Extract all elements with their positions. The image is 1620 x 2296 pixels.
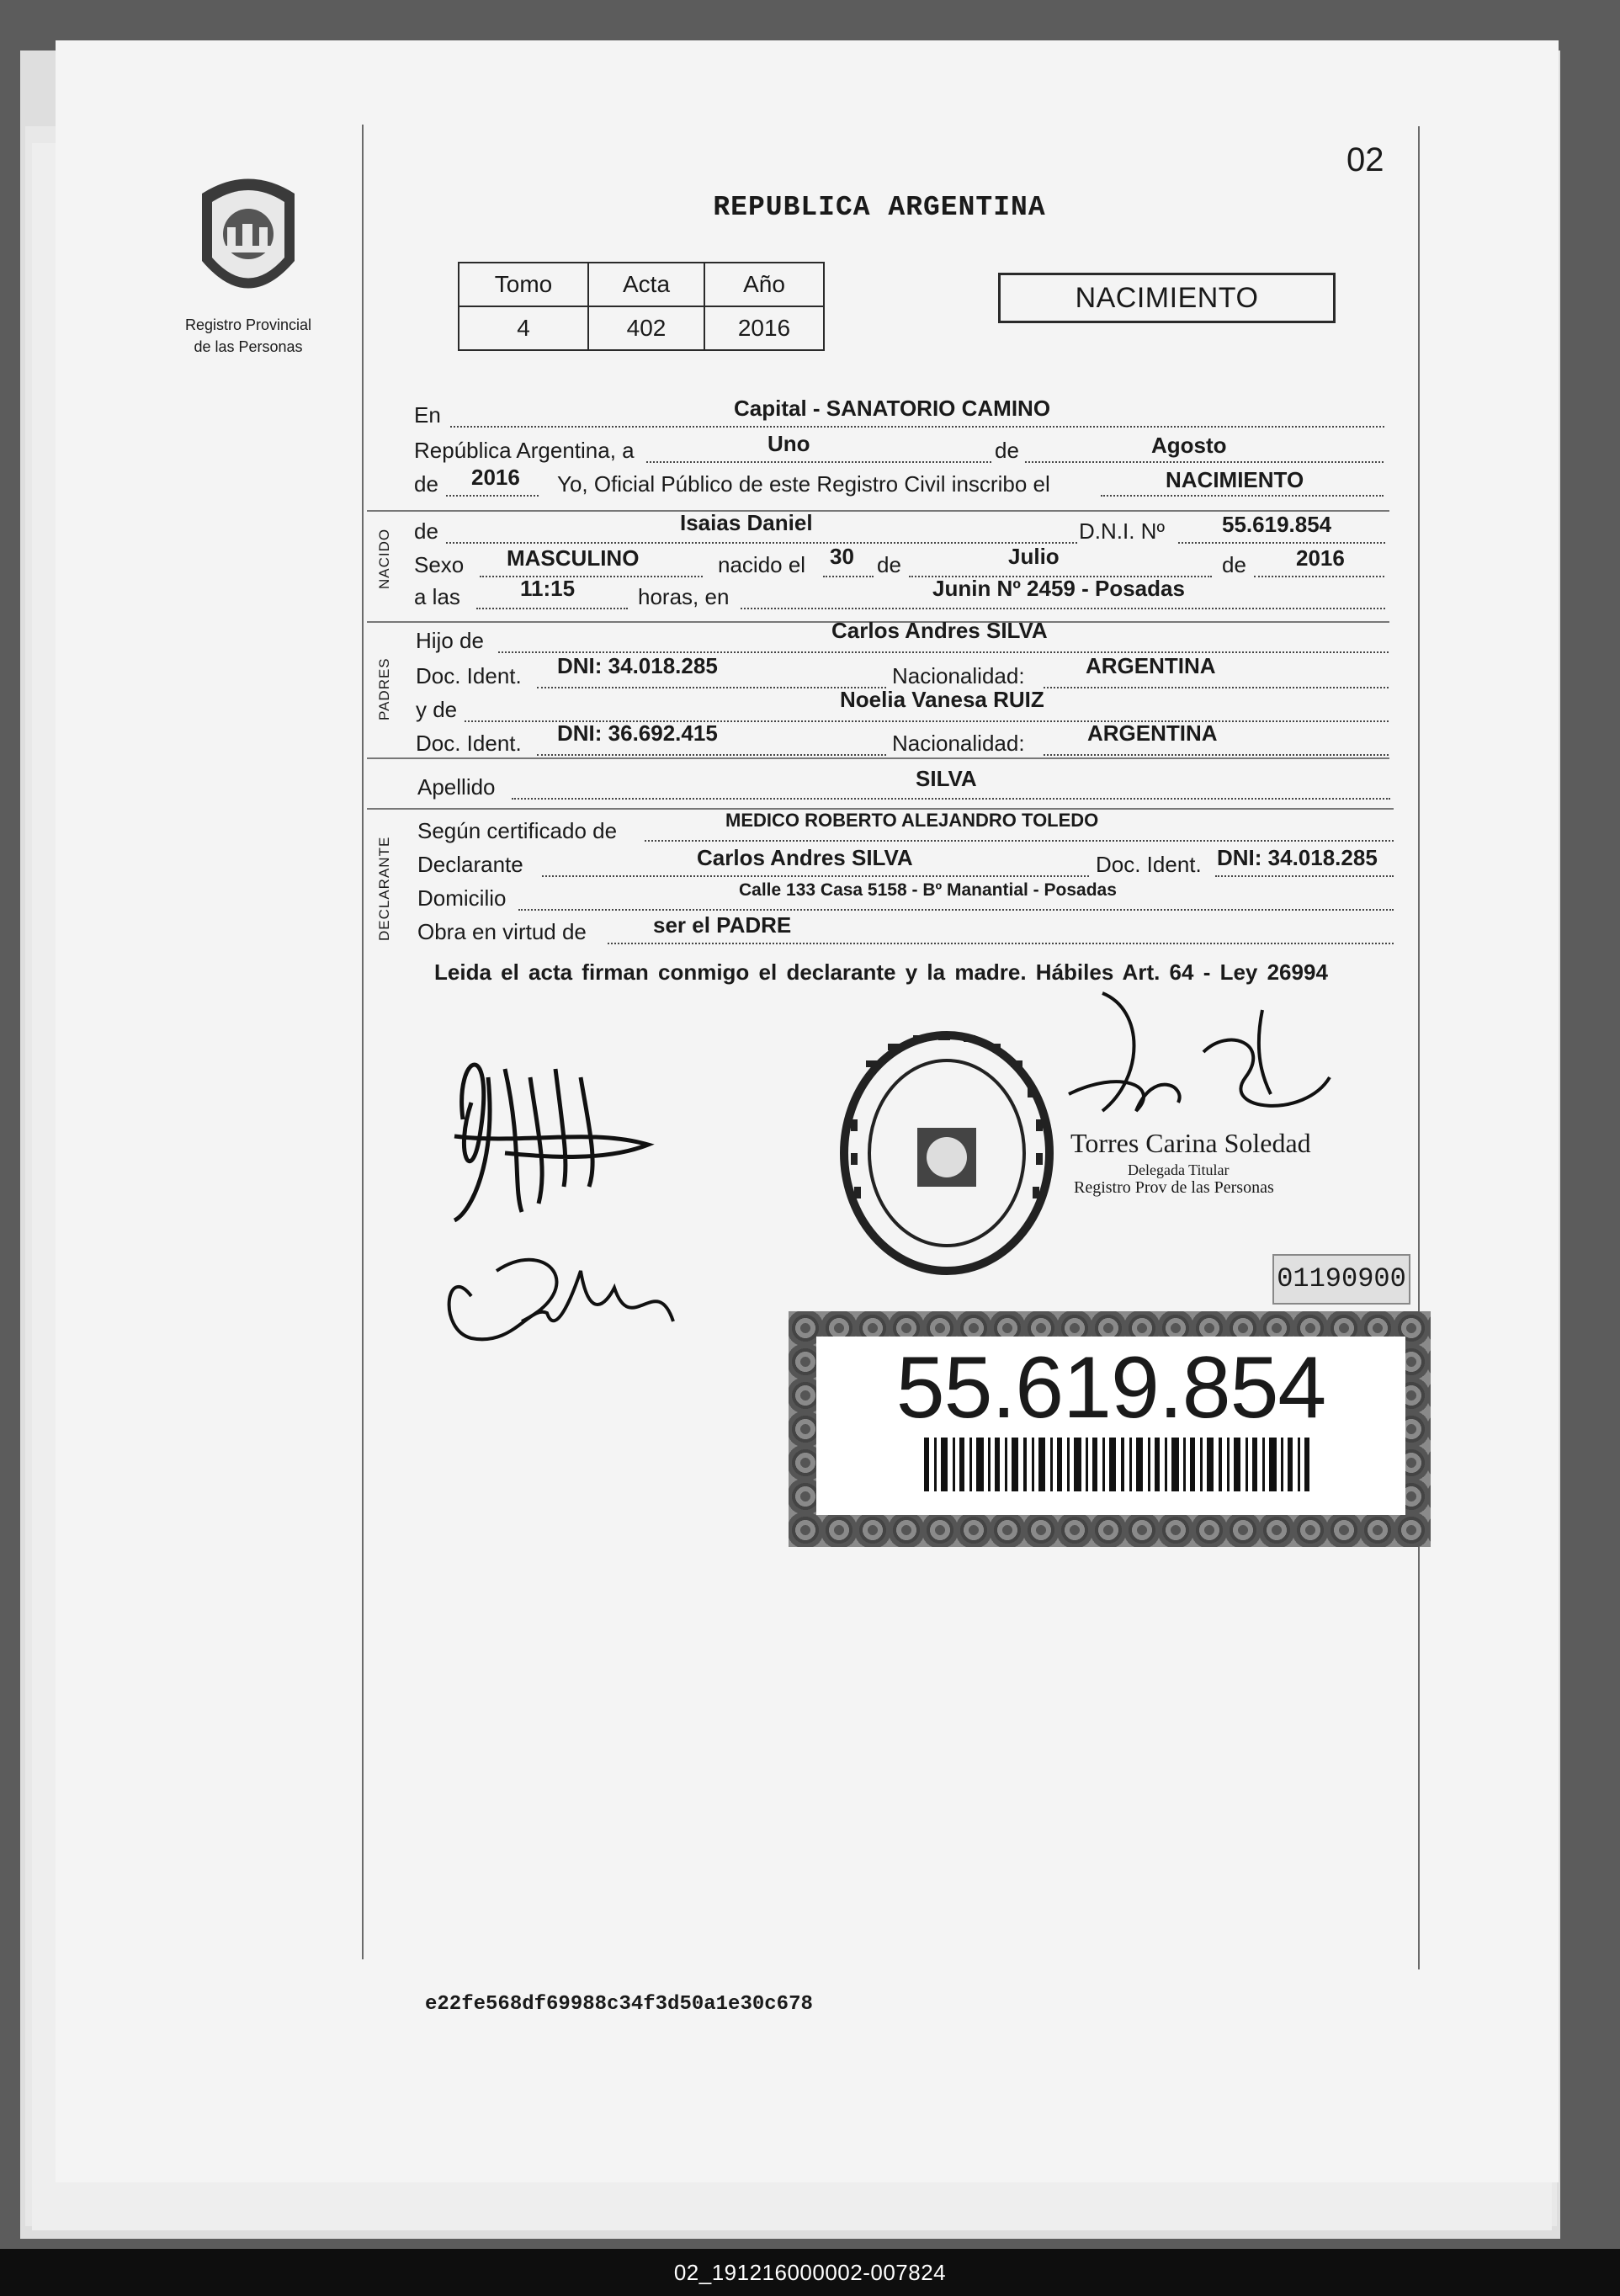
value-madre: Noelia Vanesa RUIZ [840,687,1044,712]
logo-caption-2: de las Personas [194,338,303,355]
dotted-line [537,754,886,756]
scan-id-text: 02_191216000002-007824 [673,2259,947,2285]
dotted-line [1044,754,1389,756]
value-obra: ser el PADRE [653,912,792,938]
value-nac-anio: 2016 [1296,545,1345,571]
table-value-anio: 2016 [704,306,824,350]
dotted-line [1215,875,1394,877]
value-dni: 55.619.854 [1222,512,1332,537]
declarant-signature [421,1018,724,1414]
dotted-line [1044,687,1389,688]
scan-id-band [0,2249,1620,2296]
value-mes: Agosto [1151,433,1227,458]
province-logo [168,168,328,362]
registry-seal-stamp [837,1027,1056,1279]
right-margin-line [1418,126,1420,1969]
value-nombre: Isaias Daniel [680,510,813,535]
label-sexo: Sexo [414,552,465,577]
label-doc-ident-3: Doc. Ident. [1096,852,1202,877]
barcode-icon [924,1438,1311,1491]
dotted-line [1101,495,1384,497]
value-madre-dni: DNI: 36.692.415 [557,720,718,746]
label-de-mes: de [995,438,1019,463]
label-de-anio2: de [1222,552,1246,577]
section-label-padres: PADRES [376,657,392,720]
sticker-dni-number: 55.619.854 [895,1339,1326,1437]
label-dni: D.N.I. Nº [1079,518,1165,544]
label-nacionalidad-1: Nacionalidad: [892,663,1025,688]
table-header-acta: Acta [588,263,704,306]
label-y-de: y de [416,697,458,722]
label-domicilio: Domicilio [417,885,507,911]
official-role: Delegada Titular [1128,1161,1230,1178]
label-nacionalidad-2: Nacionalidad: [892,731,1025,756]
dotted-line [537,687,886,688]
value-padre-nac: ARGENTINA [1086,653,1216,678]
label-segun: Según certificado de [417,818,618,843]
value-certificado: MEDICO ROBERTO ALEJANDRO TOLEDO [725,810,1099,831]
dotted-line [512,798,1390,800]
value-anio: 2016 [471,465,520,490]
label-republica: República Argentina, a [414,438,635,463]
table-header-anio: Año [704,263,824,306]
label-hijo-de: Hijo de [416,628,484,653]
dotted-line [476,608,628,609]
dotted-line [542,875,1089,877]
serial-number-label: 01190900 [1272,1254,1410,1305]
label-yo-oficial: Yo, Oficial Público de este Registro Civil inscribo el [557,471,1050,497]
page-number: 02 [1346,141,1384,178]
dotted-line [450,426,1384,428]
label-declarante: Declarante [417,852,523,877]
value-dia: Uno [768,431,810,456]
value-lugar: Capital - SANATORIO CAMINO [734,396,1051,421]
record-type-box: NACIMIENTO [998,273,1336,323]
label-doc-ident-1: Doc. Ident. [416,663,522,688]
value-declarante-dni: DNI: 34.018.285 [1217,845,1378,870]
dotted-line [646,461,991,463]
value-acto: NACIMIENTO [1166,467,1304,492]
official-name: Torres Carina Soledad [1070,1128,1311,1158]
value-nac-dia: 30 [830,544,854,569]
dotted-line [446,542,1077,544]
dotted-line [1254,576,1384,577]
label-en: En [414,402,441,428]
value-padre-dni: DNI: 34.018.285 [557,653,718,678]
value-nac-mes: Julio [1008,544,1060,569]
label-de-anio: de [414,471,438,497]
table-header-tomo: Tomo [459,263,588,306]
dotted-line [518,909,1394,911]
value-lugar-nac: Junin Nº 2459 - Posadas [932,576,1185,601]
section-label-declarante: DECLARANTE [376,836,392,941]
dotted-line [608,943,1394,944]
value-hora: 11:15 [520,576,576,601]
registry-table [458,262,825,351]
label-obra: Obra en virtud de [417,919,587,944]
dotted-line [741,608,1385,609]
page-title: REPUBLICA ARGENTINA [713,192,1046,223]
dotted-line [446,495,539,497]
value-declarante: Carlos Andres SILVA [697,845,913,870]
value-apellido: SILVA [916,766,977,791]
label-doc-ident-2: Doc. Ident. [416,731,522,756]
closing-statement: Leida el acta firman conmigo el declarante y la madre. Hábiles Art. 64 - Ley 26994 [434,959,1328,985]
table-value-acta: 402 [588,306,704,350]
value-domicilio: Calle 133 Casa 5158 - Bº Manantial - Posadas [739,880,1117,900]
section-label-nacido: NACIDO [376,528,392,589]
coat-of-arms-icon [185,168,311,311]
table-value-tomo: 4 [459,306,588,350]
dotted-line [1178,542,1385,544]
label-apellido: Apellido [417,774,496,800]
label-de-nombre: de [414,518,438,544]
left-margin-line [362,125,364,1959]
dotted-line [480,576,703,577]
label-a-las: a las [414,584,460,609]
official-office: Registro Prov de las Personas [1074,1178,1274,1197]
value-madre-nac: ARGENTINA [1087,720,1218,746]
label-nacido-el: nacido el [718,552,806,577]
label-horas-en: horas, en [638,584,730,609]
logo-caption-1: Registro Provincial [184,316,312,333]
dotted-line [823,576,874,577]
dotted-line [645,840,1394,842]
section-divider [367,757,1389,759]
label-de-dia: de [877,552,901,577]
value-sexo: MASCULINO [507,545,640,571]
dotted-line [1025,461,1384,463]
document-hash: e22fe568df69988c34f3d50a1e30c678 [425,1993,813,2016]
value-padre: Carlos Andres SILVA [831,618,1048,643]
